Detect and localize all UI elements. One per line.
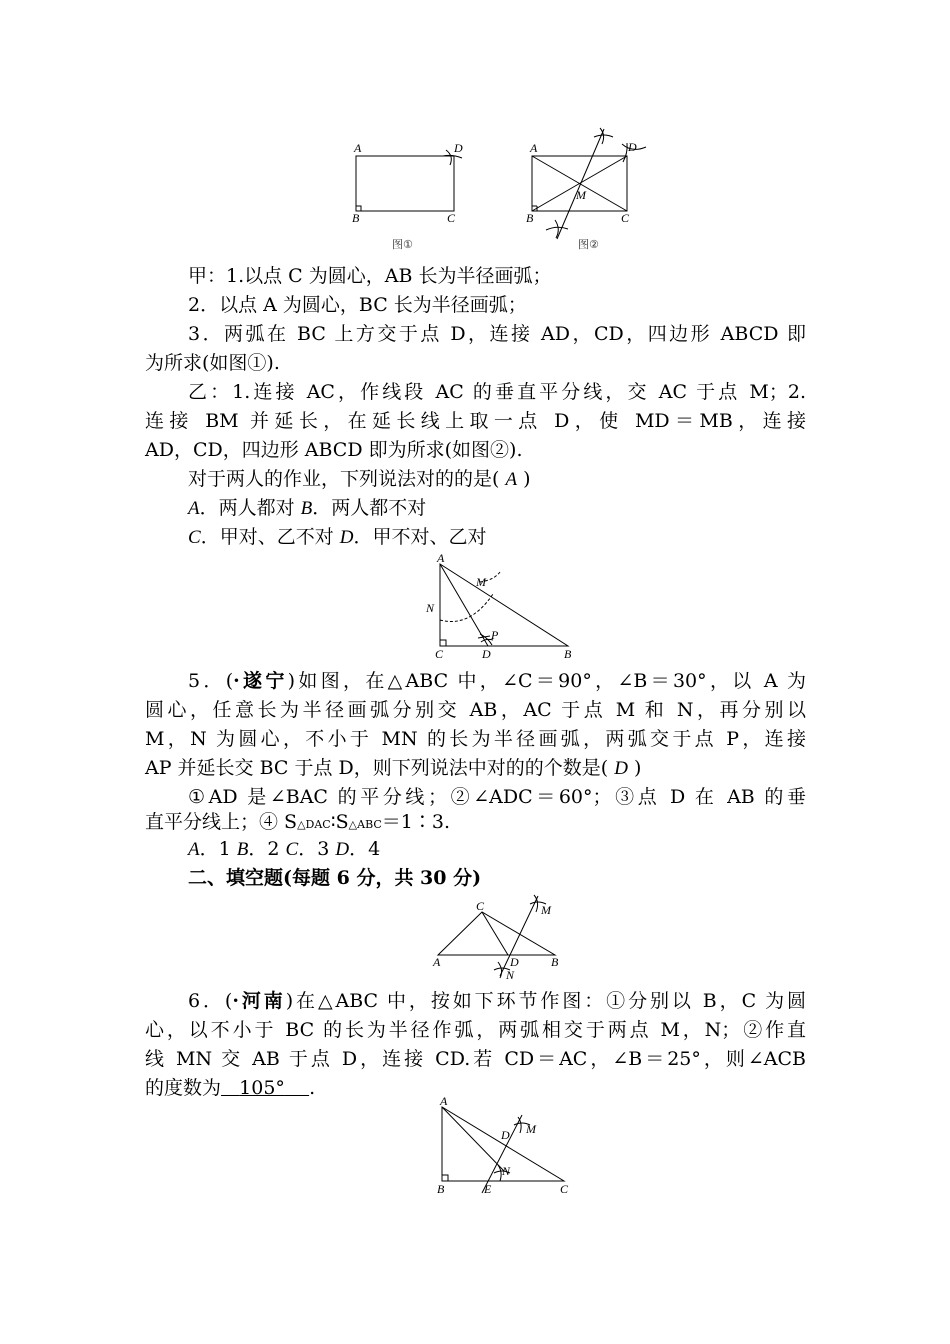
q4-opt-a-letter: A xyxy=(188,498,200,519)
q5-opt-d-letter: D xyxy=(335,839,350,860)
figure-1 xyxy=(356,150,462,211)
fig1-label-d: D xyxy=(454,141,463,155)
q4-opt-b-letter: B xyxy=(300,498,313,519)
figure-q5-triangle xyxy=(418,552,588,662)
q4-opt-d: ．甲不对、乙对 xyxy=(353,526,487,548)
fig7-label-d: D xyxy=(501,1128,510,1142)
fig7-label-m: M xyxy=(526,1122,536,1136)
q6-answer-blank xyxy=(221,1077,309,1099)
fig6-label-m: M xyxy=(541,903,551,917)
q6-line4-end: . xyxy=(309,1077,316,1099)
q5-opt-c-letter: C xyxy=(285,839,299,860)
q5-opt-b: ．2 xyxy=(248,838,286,860)
fig6-label-b: B xyxy=(551,955,559,969)
q6-line3: 线 MN 交 AB 于点 D，连接 CD.若 CD＝AC，∠B＝25°，则∠ACB xyxy=(145,1048,806,1070)
fig1-label-b: B xyxy=(352,211,360,225)
fig2-label-c: C xyxy=(621,211,630,225)
q6-number: 6．( xyxy=(188,990,233,1012)
q5-line2: 圆心，任意长为半径画弧分别交 AB，AC 于点 M 和 N，再分别以 xyxy=(145,699,806,721)
q6-line4-text: 的度数为 xyxy=(145,1077,222,1099)
q5-opt-d: ．4 xyxy=(349,838,381,860)
q5-line4 xyxy=(145,755,806,782)
q5-line1 xyxy=(145,668,806,694)
fig7-label-c: C xyxy=(560,1182,569,1196)
q4-options-cd xyxy=(145,524,849,551)
q4-opt-c-letter: C xyxy=(188,527,201,548)
fig5-label-m: M xyxy=(476,575,486,589)
caption-figure-2: 图② xyxy=(578,238,599,251)
fig7-label-a: A xyxy=(440,1094,448,1108)
q5-statements-2 xyxy=(145,809,806,838)
q5-answer: D xyxy=(614,758,628,779)
q5-opt-c: ．3 xyxy=(298,838,336,860)
q5-line4-text: AP 并延长交 BC 于点 D，则下列说法中对的的个数是( xyxy=(145,757,609,779)
q4-jia-step2: 2．以点 A 为圆心，BC 长为半径画弧； xyxy=(188,294,527,316)
q4-question xyxy=(145,466,849,493)
q4-options-ab xyxy=(145,495,849,522)
q5-source: ·遂宁 xyxy=(233,670,288,692)
q5-statements-1: ①AD 是∠BAC 的平分线；②∠ADC＝60°；③点 D 在 AB 的垂 xyxy=(188,786,806,808)
q4-yi-step3: AD，CD，四边形 ABCD 即为所求(如图②). xyxy=(145,439,523,461)
q4-opt-b: ．两人都不对 xyxy=(312,497,427,519)
section-fill-in-heading: 二、填空题(每题 6 分，共 30 分) xyxy=(188,867,482,889)
q6-line1-text: )在△ABC 中，按如下环节作图：①分别以 B，C 为圆 xyxy=(285,990,806,1012)
q4-opt-d-letter: D xyxy=(339,527,354,548)
fig6-label-c: C xyxy=(476,899,485,913)
q5-s2a: 直平分线上；④ S xyxy=(145,811,298,833)
fig5-label-b: B xyxy=(564,647,572,661)
q5-line3: M，N 为圆心，不小于 MN 的长为半径画弧，两弧交于点 P，连接 xyxy=(145,728,806,750)
q4-question-text: 对于两人的作业，下列说法对的的是( xyxy=(188,468,500,490)
fig1-label-a: A xyxy=(354,141,362,155)
fig2-label-b: B xyxy=(526,211,534,225)
fig7-label-b: B xyxy=(437,1182,445,1196)
q4-jia-step3: 3．两弧在 BC 上方交于点 D，连接 AD，CD，四边形 ABCD 即 xyxy=(188,323,806,345)
fig7-label-n: N xyxy=(502,1164,511,1178)
fig2-label-a: A xyxy=(530,141,538,155)
fig6-label-a: A xyxy=(433,955,441,969)
q4-opt-c: ．甲对、乙不对 xyxy=(200,526,334,548)
q5-line1-text: )如图，在△ABC 中，∠C＝90°，∠B＝30°，以 A 为 xyxy=(287,670,806,692)
figure-q6-right-triangle xyxy=(430,1095,580,1199)
q5-opt-b-letter: B xyxy=(236,839,249,860)
fig1-label-c: C xyxy=(447,211,456,225)
q4-jia-step1: 甲：1.以点 C 为圆心，AB 长为半径画弧； xyxy=(188,265,552,287)
fig6-label-n: N xyxy=(506,968,515,982)
q4-yi-step2: 连接 BM 并延长，在延长线上取一点 D，使 MD＝MB，连接 xyxy=(145,410,806,432)
q6-line1 xyxy=(145,988,806,1014)
figure-q6-triangle xyxy=(430,890,580,982)
fig2-label-m: M xyxy=(576,188,586,202)
q5-sub-dac: △DAC xyxy=(297,818,331,831)
figure-rectangles xyxy=(340,125,660,255)
q4-answer: A xyxy=(505,469,518,490)
q6-answer: 105° xyxy=(239,1077,285,1099)
q5-number: 5．( xyxy=(188,670,234,692)
q5-opt-a: ．1 xyxy=(199,838,237,860)
fig6-label-d: D xyxy=(510,955,519,969)
fig2-label-d: D xyxy=(628,140,637,154)
q5-options xyxy=(145,836,849,863)
fig5-label-d: D xyxy=(482,647,491,661)
fig7-label-e: E xyxy=(484,1182,492,1196)
q4-opt-a: ．两人都对 xyxy=(199,497,295,519)
q5-opt-a-letter: A xyxy=(188,839,200,860)
fig5-label-n: N xyxy=(426,601,435,615)
q6-line2: 心，以不小于 BC 的长为半径作弧，两弧相交于两点 M，N；②作直 xyxy=(145,1019,806,1041)
q5-s2b: ∶S xyxy=(330,811,349,833)
q4-jia-step3-cont: 为所求(如图①). xyxy=(145,352,280,374)
q6-source: ·河南 xyxy=(232,990,286,1012)
q4-question-close: ) xyxy=(523,468,531,490)
q5-sub-abc: △ABC xyxy=(348,818,382,831)
q5-s2c: ＝1∶3. xyxy=(381,811,450,833)
q5-line4-close: ) xyxy=(634,757,642,779)
fig5-label-c: C xyxy=(435,647,444,661)
q4-yi-step1: 乙：1.连接 AC，作线段 AC 的垂直平分线，交 AC 于点 M；2. xyxy=(188,381,806,403)
caption-figure-1: 图① xyxy=(392,238,413,251)
fig5-label-a: A xyxy=(437,551,445,565)
fig5-label-p: P xyxy=(491,628,499,642)
